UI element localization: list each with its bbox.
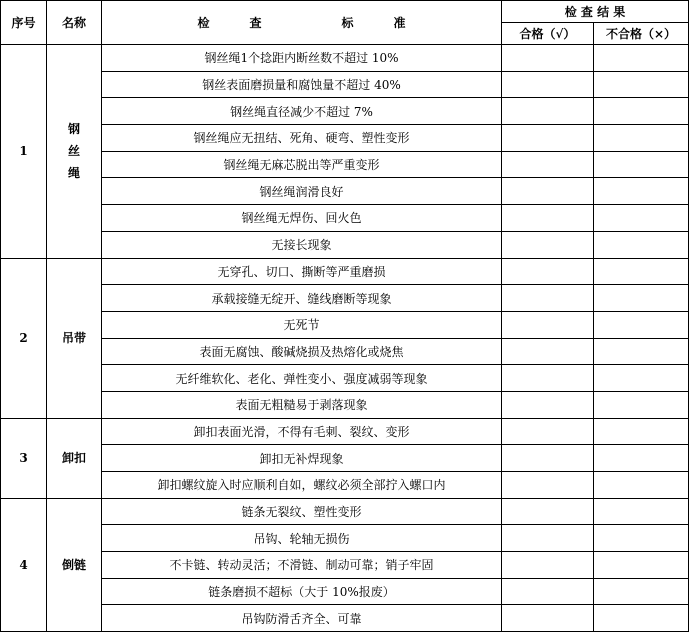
pass-cell[interactable]	[502, 151, 594, 178]
pass-cell[interactable]	[502, 391, 594, 418]
standard-item: 承载接缝无绽开、缝线磨断等现象	[102, 285, 502, 312]
fail-cell[interactable]	[594, 338, 689, 365]
group-name	[47, 498, 102, 631]
table-row	[1, 151, 689, 178]
pass-cell[interactable]	[502, 365, 594, 392]
fail-cell[interactable]	[594, 445, 689, 472]
pass-cell[interactable]	[502, 178, 594, 205]
standard-item: 钢丝绳无麻芯脱出等严重变形	[102, 151, 502, 178]
fail-cell[interactable]	[594, 605, 689, 632]
group-name-text: 钢	[67, 122, 80, 137]
fail-cell[interactable]	[594, 391, 689, 418]
pass-cell[interactable]	[502, 45, 594, 72]
pass-cell[interactable]	[502, 71, 594, 98]
table-row	[1, 258, 689, 285]
table-row	[1, 285, 689, 312]
group-name-text: 卸扣	[61, 451, 86, 466]
group-name-text: 丝	[67, 144, 80, 159]
fail-cell[interactable]	[594, 498, 689, 525]
header-result: 检 查 结 果	[502, 1, 689, 23]
standard-item: 表面无粗糙易于剥落现象	[102, 391, 502, 418]
pass-cell[interactable]	[502, 445, 594, 472]
table-row	[1, 45, 689, 72]
pass-cell[interactable]	[502, 472, 594, 499]
table-row	[1, 605, 689, 632]
header-standard-char: 标	[341, 16, 354, 30]
group-seq: 1	[1, 45, 47, 259]
header-standard-char: 查	[249, 16, 262, 30]
header-row	[1, 1, 689, 23]
table-row	[1, 418, 689, 445]
pass-cell[interactable]	[502, 605, 594, 632]
pass-cell[interactable]	[502, 338, 594, 365]
fail-cell[interactable]	[594, 151, 689, 178]
group-seq: 3	[1, 418, 47, 498]
table-row	[1, 445, 689, 472]
fail-cell[interactable]	[594, 552, 689, 579]
pass-cell[interactable]	[502, 498, 594, 525]
table-row	[1, 365, 689, 392]
group-name	[47, 258, 102, 418]
standard-item: 无纤维软化、老化、弹性变小、强度减弱等现象	[102, 365, 502, 392]
standard-item: 链条无裂纹、塑性变形	[102, 498, 502, 525]
header-pass: 合格（√）	[502, 23, 594, 45]
table-row	[1, 178, 689, 205]
pass-cell[interactable]	[502, 231, 594, 258]
standard-item: 表面无腐蚀、酸碱烧损及热熔化或烧焦	[102, 338, 502, 365]
table-row	[1, 578, 689, 605]
standard-item: 钢丝绳直径减少不超过 7%	[102, 98, 502, 125]
pass-cell[interactable]	[502, 525, 594, 552]
header-standard-char: 检	[197, 16, 210, 30]
group-name-text: 倒链	[61, 557, 86, 572]
header-name: 名称	[47, 1, 102, 45]
table-row	[1, 552, 689, 579]
header-fail: 不合格（×）	[594, 23, 689, 45]
standard-item: 钢丝绳无焊伤、回火色	[102, 205, 502, 232]
standard-item: 无穿孔、切口、撕断等严重磨损	[102, 258, 502, 285]
fail-cell[interactable]	[594, 311, 689, 338]
table-row	[1, 472, 689, 499]
pass-cell[interactable]	[502, 125, 594, 152]
header-standard-char: 准	[393, 16, 406, 30]
table-row	[1, 391, 689, 418]
pass-cell[interactable]	[502, 418, 594, 445]
group-name-text: 绳	[67, 166, 80, 181]
pass-cell[interactable]	[502, 258, 594, 285]
pass-cell[interactable]	[502, 311, 594, 338]
standard-item: 卸扣螺纹旋入时应顺利自如，螺纹必须全部拧入螺口内	[102, 472, 502, 499]
fail-cell[interactable]	[594, 45, 689, 72]
standard-item: 吊钩、轮轴无损伤	[102, 525, 502, 552]
group-name-text: 吊带	[61, 331, 86, 346]
fail-cell[interactable]	[594, 285, 689, 312]
table-row	[1, 498, 689, 525]
standard-item: 卸扣无补焊现象	[102, 445, 502, 472]
group-name	[47, 45, 102, 259]
standard-item: 不卡链、转动灵活；不滑链、制动可靠；销子牢固	[102, 552, 502, 579]
pass-cell[interactable]	[502, 98, 594, 125]
standard-item: 无接长现象	[102, 231, 502, 258]
standard-item: 链条磨损不超标（大于 10%报废）	[102, 578, 502, 605]
table-row	[1, 98, 689, 125]
group-seq: 2	[1, 258, 47, 418]
group-name	[47, 418, 102, 498]
table-row	[1, 205, 689, 232]
standard-item: 钢丝表面磨损量和腐蚀量不超过 40%	[102, 71, 502, 98]
fail-cell[interactable]	[594, 258, 689, 285]
header-standard	[102, 1, 502, 45]
group-seq: 4	[1, 498, 47, 631]
table-row	[1, 525, 689, 552]
standard-item: 吊钩防滑舌齐全、可靠	[102, 605, 502, 632]
fail-cell[interactable]	[594, 205, 689, 232]
table-row	[1, 311, 689, 338]
header-seq: 序号	[1, 1, 47, 45]
fail-cell[interactable]	[594, 178, 689, 205]
table-row	[1, 125, 689, 152]
fail-cell[interactable]	[594, 231, 689, 258]
standard-item: 卸扣表面光滑，不得有毛刺、裂纹、变形	[102, 418, 502, 445]
pass-cell[interactable]	[502, 552, 594, 579]
fail-cell[interactable]	[594, 472, 689, 499]
pass-cell[interactable]	[502, 285, 594, 312]
fail-cell[interactable]	[594, 71, 689, 98]
pass-cell[interactable]	[502, 205, 594, 232]
fail-cell[interactable]	[594, 525, 689, 552]
fail-cell[interactable]	[594, 365, 689, 392]
standard-item: 钢丝绳应无扭结、死角、硬弯、塑性变形	[102, 125, 502, 152]
standard-item: 无死节	[102, 311, 502, 338]
table-row	[1, 231, 689, 258]
fail-cell[interactable]	[594, 125, 689, 152]
pass-cell[interactable]	[502, 578, 594, 605]
table-row	[1, 71, 689, 98]
fail-cell[interactable]	[594, 98, 689, 125]
fail-cell[interactable]	[594, 418, 689, 445]
standard-item: 钢丝绳润滑良好	[102, 178, 502, 205]
fail-cell[interactable]	[594, 578, 689, 605]
standard-item: 钢丝绳1个捻距内断丝数不超过 10%	[102, 45, 502, 72]
table-row	[1, 338, 689, 365]
